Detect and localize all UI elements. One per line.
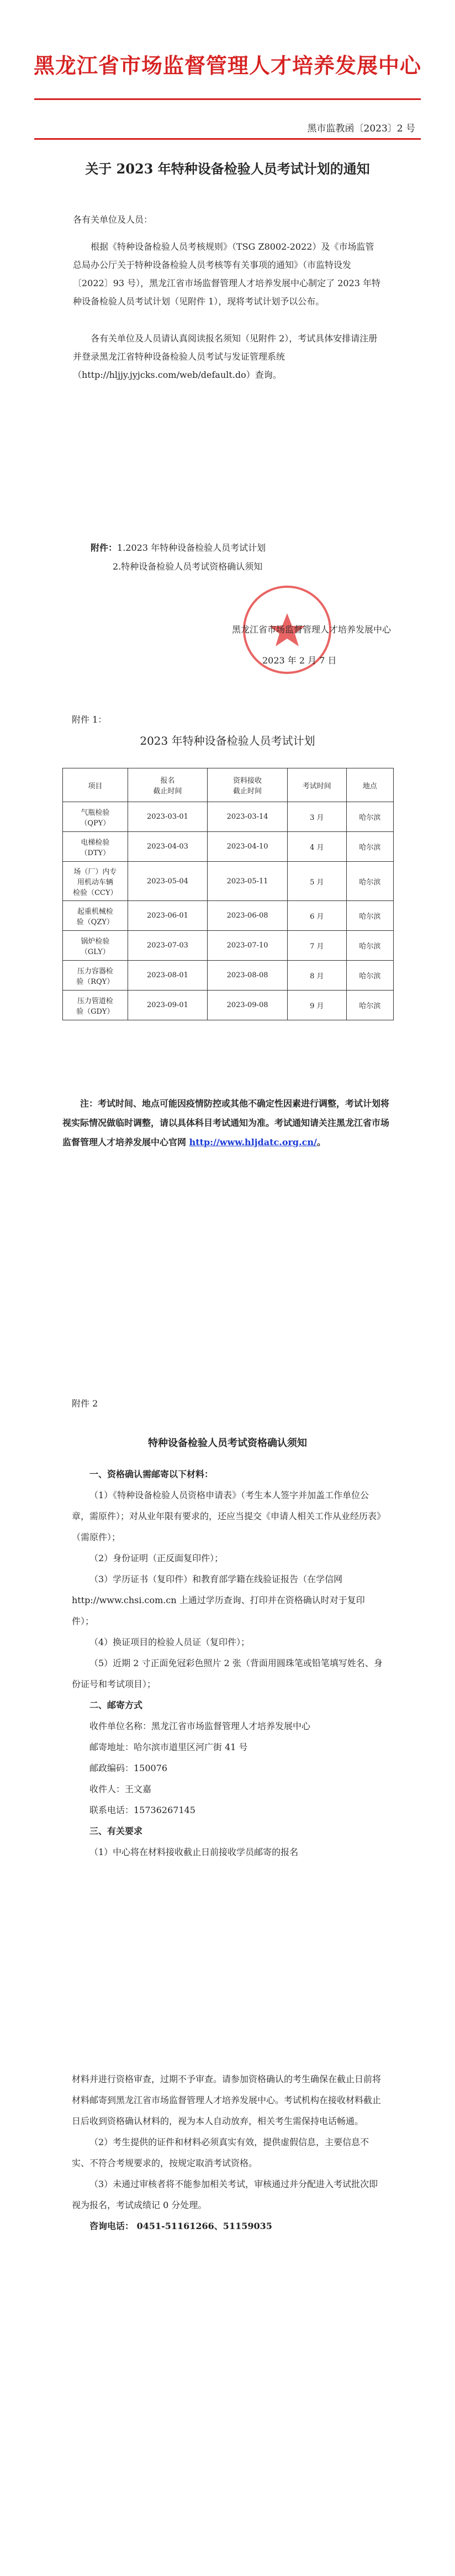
notice-body	[73, 238, 382, 384]
table-cell: 2023-08-08	[208, 961, 288, 991]
attachments-label: 附件：	[91, 542, 118, 553]
notice-page	[0, 0, 455, 707]
attachment2-label: 附件 2	[72, 1398, 98, 1409]
table-note	[62, 1094, 394, 1152]
table-row	[63, 802, 394, 832]
table-cell: 2023-05-11	[208, 862, 288, 901]
table-cell: 哈尔滨	[346, 802, 393, 832]
table-cell: 4 月	[287, 832, 346, 862]
column-header: 项目	[63, 768, 128, 802]
table-row	[63, 931, 394, 961]
notice-title: 关于 2023 年特种设备检验人员考试计划的通知	[85, 161, 370, 177]
requirements-continued	[72, 2069, 387, 2237]
table-cell: 2023-03-14	[208, 802, 288, 832]
column-header: 报名 截止时间	[128, 768, 208, 802]
table-cell: 2023-09-08	[208, 991, 288, 1020]
org-header-title: 黑龙江省市场监督管理人才培养发展中心	[33, 53, 421, 78]
table-cell: 2023-06-01	[128, 901, 208, 931]
material-item: （4）换证项目的检验人员证（复印件）；	[89, 1637, 250, 1647]
table-cell: 2023-07-10	[208, 931, 288, 961]
table-header-row	[63, 768, 394, 802]
table-cell: 场（厂）内专 用机动车辆 检验（CCY）	[63, 862, 128, 901]
table-cell: 2023-06-08	[208, 901, 288, 931]
table-cell: 哈尔滨	[346, 991, 393, 1020]
attachment-item: 2.特种设备检验人员考试资格确认须知	[113, 561, 263, 572]
section2-title: 二、邮寄方式	[89, 1700, 143, 1710]
table-row	[63, 862, 394, 901]
requirement-1-cont: 材料并进行资格审查，过期不予审查。请参加资格确认的考生确保在截止日前将材料邮寄到黑龙江省市场监督管理人才培养发展中心。考试机构在接收材料截止日后收到资格确认材料的，视为本人自动放弃，相关考生需保持电话畅通。	[72, 2074, 382, 2126]
note-text: 注：考试时间、地点可能因疫情防控或其他不确定性因素进行调整，考试计划将视实际情况做临时调整，请以具体科目考试通知为准。考试通知请关注黑龙江省市场监督管理人才培养发展中心官网	[62, 1098, 390, 1147]
signature-org: 黑龙江省市场监督管理人才培养发展中心	[232, 624, 391, 635]
document-number: 黑市监教函〔2023〕2 号	[307, 123, 415, 134]
note-end: 。	[316, 1137, 326, 1147]
table-cell: 哈尔滨	[346, 931, 393, 961]
table-cell: 2023-04-10	[208, 832, 288, 862]
table-cell: 2023-03-01	[128, 802, 208, 832]
attachment-item: 1.2023 年特种设备检验人员考试计划	[117, 542, 266, 553]
table-cell: 气瓶检验 （QPY）	[63, 802, 128, 832]
table-row	[63, 901, 394, 931]
table-cell: 哈尔滨	[346, 961, 393, 991]
table-cell: 9 月	[287, 991, 346, 1020]
mail-address: 邮寄地址：哈尔滨市道里区河广街 41 号	[89, 1742, 248, 1752]
requirement-3: （3）未通过审核者将不能参加相关考试，审核通过并分配进入考试批次即视为报名，考试成绩记 0 分处理。	[72, 2179, 378, 2210]
table-cell: 2023-08-01	[128, 961, 208, 991]
table-cell: 3 月	[287, 802, 346, 832]
table-cell: 哈尔滨	[346, 832, 393, 862]
table-row	[63, 961, 394, 991]
official-site-link[interactable]: http://www.hljdatc.org.cn/	[189, 1137, 317, 1147]
mail-zip: 邮政编码：150076	[89, 1763, 168, 1773]
notice-paragraph: 各有关单位及人员请认真阅读报名须知（见附件 2），考试具体安排请注册并登录黑龙江省特种设备检验人员考试与发证管理系统（http://hljjy.jyjcks.com/web/default.do）查询。	[73, 333, 378, 380]
material-item: （3）学历证书（复印件）和教育部学籍在线验证报告（在学信网 http://www.chsi.com.cn 上通过学历查询、打印并在资格确认时对于复印件）；	[72, 1574, 365, 1626]
table-cell: 压力容器检 验（RQY）	[63, 961, 128, 991]
attachment1-label: 附件 1：	[72, 714, 107, 725]
column-header: 考试时间	[287, 768, 346, 802]
table-row	[63, 832, 394, 862]
table-cell: 8 月	[287, 961, 346, 991]
table-cell: 5 月	[287, 862, 346, 901]
requirement-1-start: （1）中心将在材料接收截止日前接收学员邮寄的报名	[89, 1847, 299, 1857]
attachment1-title: 2023 年特种设备检验人员考试计划	[140, 734, 315, 747]
header-red-rule	[34, 98, 421, 100]
mail-intro: 收件单位名称：黑龙江省市场监督管理人才培养发展中心	[89, 1721, 311, 1731]
table-row	[63, 991, 394, 1020]
table-cell: 压力管道检 验（GDY）	[63, 991, 128, 1020]
salutation: 各有关单位及人员：	[73, 214, 153, 225]
mail-person: 收件人：王文嘉	[89, 1784, 152, 1794]
table-cell: 2023-07-03	[128, 931, 208, 961]
notice-paragraph: 根据《特种设备检验人员考核规则》（TSG Z8002-2022）及《市场监管总局办公厅关于特种设备检验人员考核等有关事项的通知》（市监特设发〔2022〕93 号），黑龙江省市场监督管理人才培养发展中心制定了 2023 年特种设备检验人员考试计划（见附件 1），现将考试计划予以公布。	[73, 241, 381, 307]
material-item: （5）近期 2 寸正面免冠彩色照片 2 张（背面用圆珠笔或铅笔填写姓名、身份证号和考试项目）；	[72, 1658, 383, 1689]
material-item: （1）《特种设备检验人员资格申请表》（考生本人签字并加盖工作单位公章，需原件）；对从业年限有要求的，还应当提交《申请人相关工作从业经历表》（需原件）；	[72, 1490, 386, 1542]
attachment2-title: 特种设备检验人员考试资格确认须知	[148, 1437, 307, 1449]
table-cell: 2023-09-01	[128, 991, 208, 1020]
table-cell: 2023-04-03	[128, 832, 208, 862]
table-cell: 锅炉检验 （GLY）	[63, 931, 128, 961]
table-cell: 起重机械检 验（QZY）	[63, 901, 128, 931]
table-cell: 7 月	[287, 931, 346, 961]
header-bottom-red-rule	[34, 138, 421, 140]
requirement-2: （2）考生提供的证件和材料必须真实有效，提供虚假信息，主要信息不实、不符合考规要求的，按规定取消考试资格。	[72, 2137, 369, 2168]
signature-date: 2023 年 2 月 7 日	[262, 655, 337, 666]
table-cell: 6 月	[287, 901, 346, 931]
table-cell: 电梯检验 （DTY）	[63, 832, 128, 862]
exam-plan-table	[62, 768, 394, 1020]
mail-phone: 联系电话：15736267145	[89, 1805, 195, 1815]
column-header: 资料接收 截止时间	[208, 768, 288, 802]
section3-title: 三、有关要求	[89, 1826, 143, 1836]
table-cell: 哈尔滨	[346, 862, 393, 901]
requirements-block	[72, 1464, 387, 1863]
table-cell: 哈尔滨	[346, 901, 393, 931]
column-header: 地点	[346, 768, 393, 802]
attachment-list	[73, 539, 266, 576]
consult-phone: 咨询电话： 0451-51161266、51159035	[89, 2221, 272, 2231]
section1-title: 一、资格确认需邮寄以下材料：	[89, 1469, 214, 1479]
material-item: （2）身份证明（正反面复印件）；	[89, 1553, 224, 1563]
table-cell: 2023-05-04	[128, 862, 208, 901]
